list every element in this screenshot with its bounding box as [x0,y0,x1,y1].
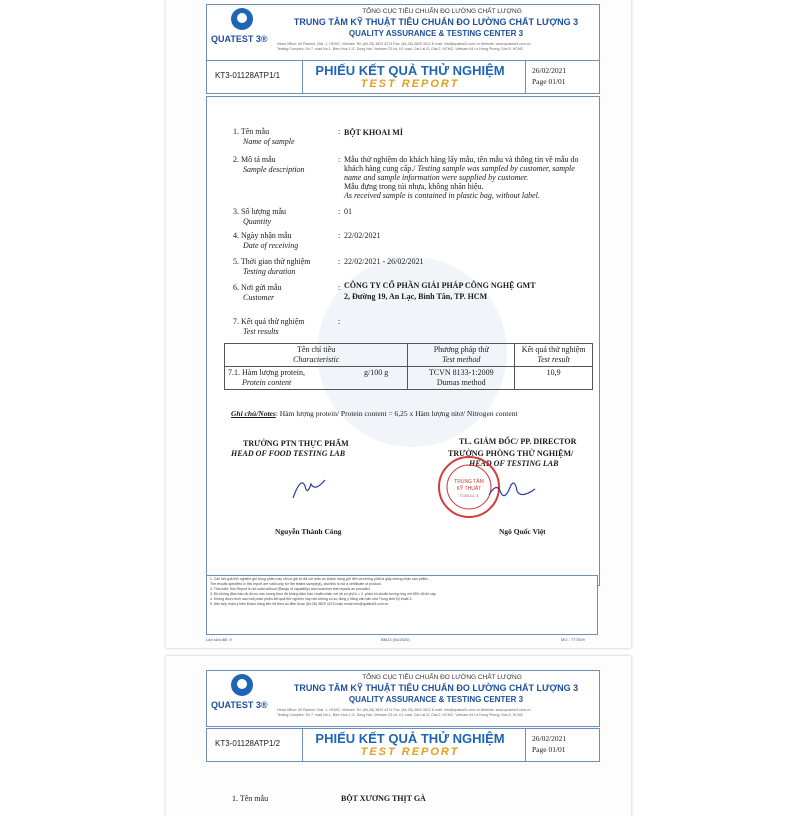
table-cell-unit: g/100 g [361,367,408,390]
center-name-en: QUALITY ASSURANCE & TESTING CENTER 3 [348,29,524,38]
field-label-en: Testing duration [243,267,296,276]
left-signatory-title-vn: TRƯỞNG PTN THỰC PHẨM [243,439,349,448]
footer-doc-code: MO - TT7009 [561,637,585,642]
logo-icon [231,674,253,696]
logo-icon [231,8,253,30]
report-title-en: TEST REPORT [360,746,460,758]
sample-name-value: BỘT KHOAI MÌ [344,128,403,137]
report-title-bar [206,60,600,94]
field-label-vn: 4. Ngày nhận mẫu [233,231,292,240]
report-date: 26/02/2021 [532,734,567,743]
field-label-vn: 6. Nơi gửi mẫu [233,283,282,292]
field-sample-name [233,127,295,147]
report-page-number: Page 01/01 [532,77,566,86]
field-label-en: Name of sample [243,137,295,146]
report-code: KT3-01128ATP1/2 [215,739,281,748]
report-title-en: TEST REPORT [360,78,460,90]
field-label-vn: 3. Số lượng mẫu [233,207,287,216]
field-testing-duration [233,257,311,277]
field-label-vn: 2. Mô tả mẫu [233,155,276,164]
right-signatory-line-1: TL. GIÁM ĐỐC/ PP. DIRECTOR [459,437,577,446]
table-header-row [225,344,593,367]
date-receiving-value: 22/02/2021 [344,231,381,240]
field-label-en: Sample description [243,165,305,174]
field-sample-name: 1. Tên mẫu [232,794,269,803]
footer-form-code: BM13 (04/2020) [381,637,410,642]
left-signatory-title-en: HEAD OF FOOD TESTING LAB [231,449,346,458]
report-page-number: Page 01/01 [532,745,566,754]
field-label-vn: 5. Thời gian thử nghiệm [233,257,311,266]
field-customer [233,283,282,303]
footnotes: 1. Các kết quả thử nghiệm ghi trong phiếu này chỉ có giá trị đối với mẫu do khách hàng gửi đến và không phải là giấy chứng nhận sản phẩm. The results specified in this report are valid only for the tested sample(s), and this is not a certificate of product. 2. This note, this Report is not valid without (Range of capability) and customer test reports as provided. 3. Độ không đảm bảo đo được ước lượng theo độ không đảm bảo chuẩn nhân với hệ số phủ k = 2, phân bố chuẩn tương ứng với 95% độ tin cậy. 4. Không được trích sao một phần phiếu kết quả thử nghiệm này nếu không có sự đồng ý bằng văn bản của Trung tâm Kỹ thuật 3. 5. Nếu tiếp nhận ý kiến khách hàng liên hệ theo số điện thoại (84-28) 3829 4274 hoặc email info@quatest3.com.vn [206,575,598,635]
center-address: Head Office: 49 Pasteur, Dist. 1, HCMC, Vietnam Tel: (84-28) 3829 4274 Fax: (84-28) 3829 3012 E-mail: info@quatest3.com.vn Website: www.quatest3.com.vn Testing Complex: Số 7, road No.1, Bien Hoa 1 IZ, Dong Nai, Vietnam C5 lot, K1 road, Cat Lai IZ, Dist.2, HCMC, Vietnam 64 Le Hong Phong, Dist.5, HCMC [277,708,531,717]
field-test-results [233,317,305,337]
customer-value: CÔNG TY CỔ PHẦN GIẢI PHÁP CÔNG NGHỆ GMT 2, Đường 19, An Lạc, Bình Tân, TP. HCM [344,281,536,301]
center-name-vn: TRUNG TÂM KỸ THUẬT TIÊU CHUẨN ĐO LƯỜNG CHẤT LƯỢNG 3 [293,683,579,693]
report-title-vn: PHIẾU KẾT QUẢ THỬ NGHIỆM [315,731,505,746]
quantity-value: 01 [344,207,352,216]
field-quantity [233,207,286,227]
field-label-vn: 1. Tên mẫu [233,127,270,136]
report-code: KT3-01128ATP1/1 [215,71,281,80]
ministry-name: TỔNG CỤC TIÊU CHUẨN ĐO LƯỜNG CHẤT LƯỢNG [362,8,522,15]
note-text: : Hàm lượng protein/ Protein content = 6,25 x Hàm lượng nitơ/ Nitrogen content [275,409,518,418]
report-header [206,670,600,727]
field-label-en: Quantity [243,217,271,226]
report-page-1 [166,0,631,648]
field-label-vn: 7. Kết quả thử nghiệm [233,317,305,326]
report-title-bar [206,728,600,762]
report-title-vn: PHIẾU KẾT QUẢ THỬ NGHIỆM [315,63,505,78]
right-signatory-name: Ngô Quốc Việt [499,527,546,536]
note-label: Ghi chú/Notes [231,409,276,418]
center-name-en: QUALITY ASSURANCE & TESTING CENTER 3 [348,695,524,704]
table-header-cell: Kết quả thử nghiệm Test result [515,344,593,367]
field-label-en: Customer [243,293,275,302]
table-cell-method: TCVN 8133-1:2009 Dumas method [408,367,515,390]
table-header-cell: Phương pháp thử Test method [408,344,515,367]
right-signatory-line-3: HEAD OF TESTING LAB [469,459,559,468]
divider [302,61,303,93]
table-header-cell: Tên chỉ tiêu Characteristic [225,344,408,367]
center-address [277,42,595,52]
logo-text: QUATEST 3® [211,34,268,44]
report-body: 1. Tên mẫu Name of sample : BỘT KHOAI MÌ 2. Mô tả mẫu Sample description : Mẫu thử nghiệm do khách hàng lấy mẫu, tên mẫu và thông tin về mẫu do khách hàng cung cấp./ Testing sample was sampled by customer, sample name and sample information were supplied by customer. Mẫu đựng trong túi nhựa, không nhãn hiệu. As received sample is contained in plastic bag, without label. 3. Số lượng mẫu Quantity : 01 4. Ngày nhận mẫu Date of receiving : 22/02/2021 5. Thời gian thử nghiệm Testing duration : 22/02/2021 - 26/02/2021 6. Nơi gửi mẫu Customer : CÔNG TY CỔ PHẦN GIẢI PHÁP CÔNG NGHỆ GMT 2, Đường 19, An Lạc, Bình Tân, TP. HCM 7. Kết quả thử nghiệm Test results : Tên chỉ tiêu Characteristic Phương pháp thử Test method Kết quả thử nghiệm Test result 7.1. Hàm lượng protein, Protein content g/100 g TCVN 8133-1:2009 Dumas method 10,9 Ghi chú/Notes: Hàm lượng protein/ Protein content = 6,25 x Hàm lượng nitơ/ Nitrogen content TRƯỞNG PTN THỰC PHẨM HEAD OF FOOD TESTING LAB Nguyễn Thành Công TL. GIÁM ĐỐC/ PP. DIRECTOR TRƯỞNG PHÒNG THỬ NGHIỆM/ HEAD OF TESTING LAB TRUNG TÂM KỸ THUẬT TCĐLCL 3 Ngô Quốc Việt [206,96,600,586]
address-line-1: Head Office: 49 Pasteur, Dist. 1, HCMC, Vietnam Tel: (84-28) 3829 4274 Fax: (84-28) 3829 3012 E-mail: info@quatest3.com.vn Website: www.quatest3.com.vn [277,42,531,46]
ministry-name: TỔNG CỤC TIÊU CHUẨN ĐO LƯỜNG CHẤT LƯỢNG [362,674,522,681]
left-signatory-name: Nguyễn Thành Công [275,527,342,536]
note [231,409,518,418]
left-signature [289,472,329,502]
center-name-vn: TRUNG TÂM KỸ THUẬT TIÊU CHUẨN ĐO LƯỜNG CHẤT LƯỢNG 3 [293,17,579,27]
field-label-en: Test results [243,327,279,336]
right-signature [487,475,537,505]
report-page-2 [166,656,631,816]
table-cell-result: 10,9 [515,367,593,390]
quatest-logo [211,8,279,54]
logo-text: QUATEST 3® [211,700,268,710]
results-table [224,343,593,390]
address-line-2: Testing Complex: Số 7, road No.1, Bien Hoa 1 IZ, Dong Nai, Vietnam C5 lot, K1 road, Cat Lai IZ, Dist.2, HCMC, Vietnam 64 Le Hong Phong, Dist.5, HCMC [277,47,524,51]
field-date-receiving [233,231,298,251]
table-row [225,367,593,390]
quatest-logo [211,674,279,720]
field-sample-description [233,155,305,175]
divider [525,61,526,93]
testing-duration-value: 22/02/2021 - 26/02/2021 [344,257,424,266]
svg-text:KỸ THUẬT: KỸ THUẬT [456,486,482,492]
field-label-en: Date of receiving [243,241,299,250]
svg-text:TCĐLCL 3: TCĐLCL 3 [459,493,479,498]
sample-name-value: BỘT XƯƠNG THỊT GÀ [341,794,426,803]
svg-text:TRUNG TÂM: TRUNG TÂM [454,479,484,485]
report-header [206,4,600,61]
footer-revision: Lần sửa đổi: 9 [206,637,232,642]
right-signatory-line-2: TRƯỞNG PHÒNG THỬ NGHIỆM/ [448,449,574,458]
report-date: 26/02/2021 [532,66,567,75]
sample-description-value: Mẫu thử nghiệm do khách hàng lấy mẫu, tên mẫu và thông tin về mẫu do khách hàng cung cấp./ Testing sample was sampled by customer, sample name and sample information were supplied by customer. Mẫu đựng trong túi nhựa, không nhãn hiệu. As received sample is contained in plastic bag, without label. [344,155,579,200]
table-cell-characteristic: 7.1. Hàm lượng protein, Protein content [225,367,362,390]
